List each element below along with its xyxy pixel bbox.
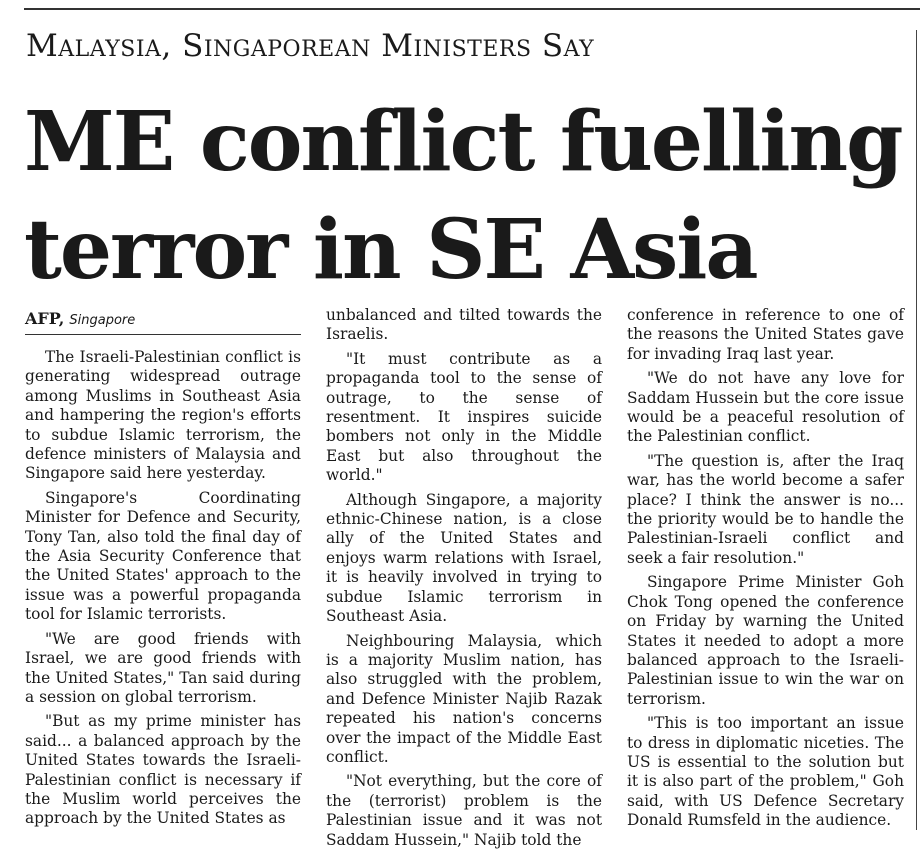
kicker: Malaysia, Singaporean Ministers Say bbox=[26, 28, 595, 64]
byline bbox=[25, 309, 301, 328]
column-3 bbox=[627, 306, 904, 836]
paragraph: conference in reference to one of the reasons the United States gave for invading Iraq last year. bbox=[627, 306, 904, 363]
paragraph: Singapore Prime Minister Goh Chok Tong opened the conference on Friday by warning the United States it needed to adopt a more balanced approach to the Israeli-Palestinian issue to win the war on terrorism. bbox=[627, 573, 904, 708]
paragraph: "It must contribute as a propaganda tool to the sense of outrage, to the sense of resentment. It inspires suicide bombers not only in the Middle East but also throughout the world." bbox=[326, 349, 602, 485]
paragraph: "But as my prime minister has said... a balanced approach by the United States towards the Israeli-Palestinian conflict is necessary if the Muslim world perceives the approach by the United States as bbox=[25, 712, 301, 828]
byline-rule bbox=[25, 334, 301, 335]
column-right-rule bbox=[916, 30, 917, 830]
column-2 bbox=[326, 306, 602, 855]
paragraph: "We do not have any love for Saddam Hussein but the core issue would be a peaceful resolution of the Palestinian conflict. bbox=[627, 369, 904, 446]
paragraph: Although Singapore, a majority ethnic-Chinese nation, is a close ally of the United States and enjoys warm relations with Israel, it is heavily involved in trying to subdue Islamic terrorism in Southeast Asia. bbox=[326, 490, 602, 626]
paragraph: "This is too important an issue to dress in diplomatic niceties. The US is essential to the solution but it is also part of the problem," Goh said, with US Defence Secretary Donald Rumsfeld in the audience. bbox=[627, 714, 904, 830]
paragraph: "The question is, after the Iraq war, has the world become a safer place? I think the answer is no... the priority would be to handle the Palestinian-Israeli conflict and seek a fair resolution." bbox=[627, 451, 904, 567]
paragraph: The Israeli-Palestinian conflict is generating widespread outrage among Muslims in Southeast Asia and hampering the region's efforts to subdue Islamic terrorism, the defence ministers of Malaysia and Singapore said here yesterday. bbox=[25, 348, 301, 483]
top-rule bbox=[24, 8, 920, 10]
column-1 bbox=[25, 348, 301, 834]
byline-location: Singapore bbox=[69, 313, 136, 328]
paragraph: unbalanced and tilted towards the Israelis. bbox=[326, 306, 602, 344]
headline bbox=[24, 88, 904, 304]
headline-line-2: terror in SE Asia bbox=[24, 202, 757, 298]
byline-agency: AFP, bbox=[25, 309, 65, 328]
paragraph: "We are good friends with Israel, we are good friends with the United States," Tan said during a session on global terrorism. bbox=[25, 629, 301, 706]
paragraph: Neighbouring Malaysia, which is a majority Muslim nation, has also struggled with the problem, and Defence Minister Najib Razak repeated his nation's concerns over the impact of the Middle East conflict. bbox=[326, 631, 602, 766]
paragraph: Singapore's Coordinating Minister for Defence and Security, Tony Tan, also told the final day of the Asia Security Conference that the United States' approach to the issue was a powerful propaganda tool for Islamic terrorists. bbox=[25, 488, 301, 624]
headline-line-1: ME conflict fuelling bbox=[24, 94, 902, 190]
paragraph: "Not everything, but the core of the (terrorist) problem is the Palestinian issue and it was not Saddam Hussein," Najib told the bbox=[326, 772, 602, 849]
